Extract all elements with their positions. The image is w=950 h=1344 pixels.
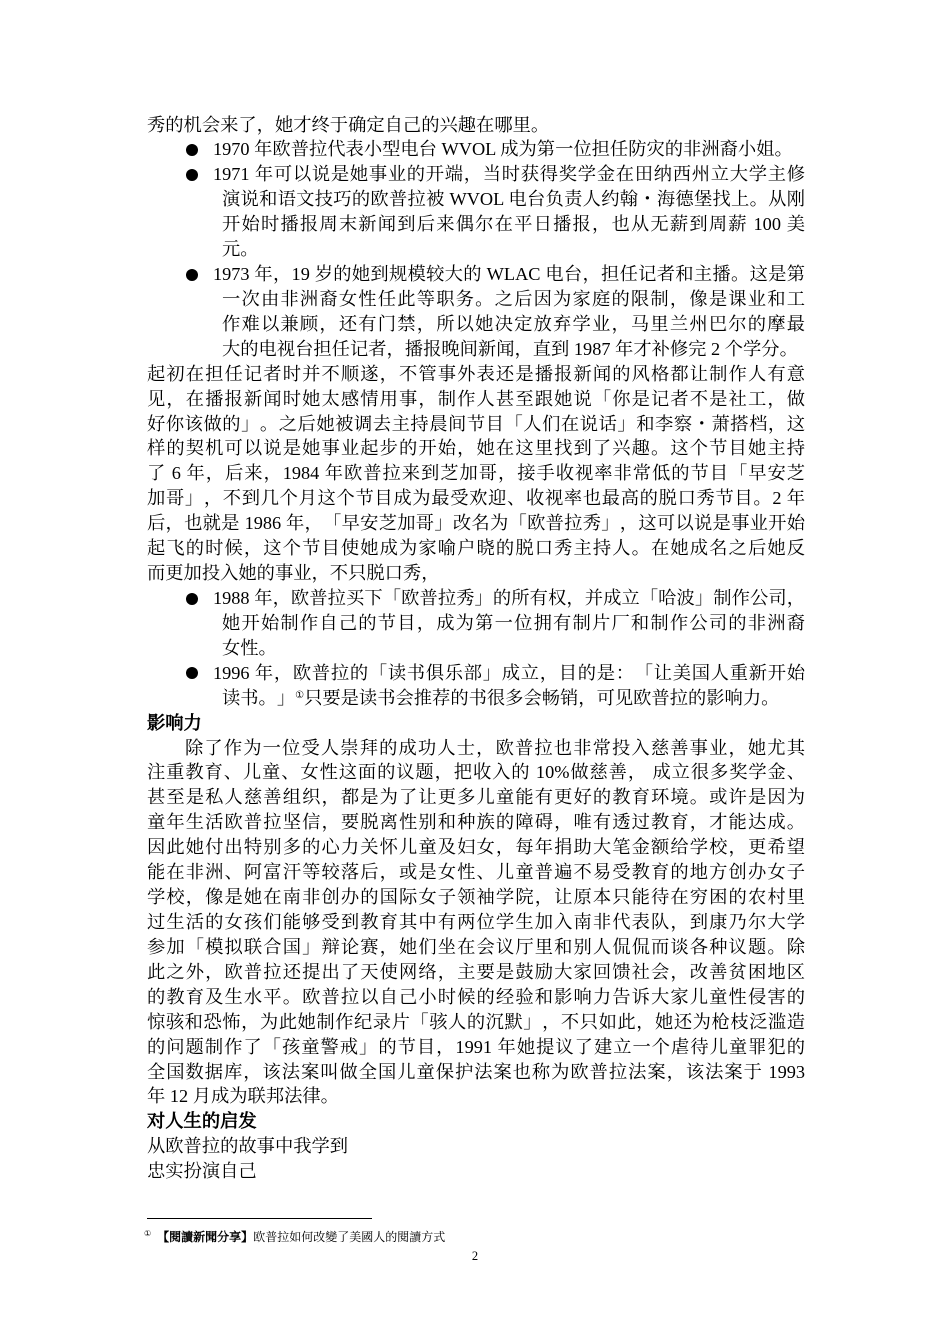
milestone-text: 读书。」 bbox=[222, 687, 296, 708]
body-line: 甚至是私人慈善组织，都是为了让更多儿童能有更好的教育环境。或许是因为 bbox=[147, 787, 805, 808]
footnote-marker: ① bbox=[144, 1229, 152, 1238]
section-heading-influence: 影响力 bbox=[147, 712, 202, 733]
body-line: 能在非洲、阿富汗等较落后，或是女性、儿童普遍不易受教育的地方创办女子 bbox=[147, 862, 805, 883]
milestone-1973 bbox=[147, 262, 805, 362]
body-line: 参加「模拟联合国」辩论赛，她们坐在会议厅里和别人侃侃而谈各种议题。除 bbox=[147, 936, 805, 957]
milestone-line: 她开始制作自己的节目，成为第一位拥有制片厂和制作公司的非洲裔 bbox=[222, 612, 805, 633]
footnote-separator bbox=[147, 1218, 372, 1219]
body-line: 见，在播报新闻时她太感情用事，制作人甚至跟她说「你是记者不是社工，做 bbox=[147, 388, 805, 409]
bullet-icon bbox=[186, 269, 198, 281]
milestone-line: 1988 年，欧普拉买下「欧普拉秀」的所有权，并成立「哈波」制作公司， bbox=[213, 588, 805, 609]
section-heading-inspiration: 对人生的启发 bbox=[147, 1111, 257, 1132]
milestone-line: 女性。 bbox=[222, 637, 277, 658]
milestone-line bbox=[222, 686, 805, 711]
body-line: 起初在担任记者时并不顺遂，不管事外表还是播报新闻的风格都让制作人有意 bbox=[147, 363, 805, 384]
milestone-line: 作难以兼顾，还有门禁，所以她决定放弃学业，马里兰州巴尔的摩最 bbox=[222, 313, 805, 334]
body-line: 年 12 月成为联邦法律。 bbox=[147, 1086, 339, 1107]
milestone-1971 bbox=[147, 162, 805, 262]
milestone-line: 元。 bbox=[222, 239, 259, 260]
body-line: 后，也就是 1986 年，「早安芝加哥」改名为「欧普拉秀」，这可以说是事业开始 bbox=[147, 513, 805, 534]
milestone-line: 一次由非洲裔女性任此等职务。之后因为家庭的限制，像是课业和工 bbox=[222, 288, 805, 309]
body-line: 样的契机可以说是她事业起步的开始，她在这里找到了兴趣。这个节目她主持 bbox=[147, 438, 805, 459]
body-line: 学校，像是她在南非创办的国际女子领袖学院，让原本只能待在穷困的农村里 bbox=[147, 887, 805, 908]
body-line: 童年生活欧普拉坚信，要脱离性别和种族的障碍，唯有透过教育，才能达成。 bbox=[147, 812, 805, 833]
milestone-line: 1971 年可以说是她事业的开端，当时获得奖学金在田纳西州立大学主修 bbox=[213, 164, 805, 185]
bullet-icon bbox=[186, 593, 198, 605]
bullet-icon bbox=[186, 144, 198, 156]
footnote bbox=[144, 1229, 445, 1245]
body-line: 忠实扮演自己 bbox=[147, 1161, 257, 1182]
milestone-line: 1970 年欧普拉代表小型电台 WVOL 成为第一位担任防灾的非洲裔小姐。 bbox=[213, 139, 793, 160]
milestone-line: 开始时播报周末新闻到后来偶尔在平日播报，也从无薪到周薪 100 美 bbox=[222, 214, 805, 235]
body-line: 从欧普拉的故事中我学到 bbox=[147, 1136, 349, 1157]
body-line: 因此她付出特别多的心力关怀儿童及妇女，每年捐助大笔金额给学校，更希望 bbox=[147, 837, 805, 858]
body-line: 全国数据库，该法案叫做全国儿童保护法案也称为欧普拉法案，该法案于 1993 bbox=[147, 1061, 805, 1082]
footnote-title: 欧普拉如何改變了美國人的閱讀方式 bbox=[253, 1230, 446, 1244]
milestone-line: 大的电视台担任记者，播报晚间新闻，直到 1987 年才补修完 2 个学分。 bbox=[222, 338, 798, 359]
body-line: 此之外，欧普拉还提出了天使网络，主要是鼓励大家回馈社会，改善贫困地区 bbox=[147, 961, 805, 982]
milestone-line: 1973 年，19 岁的她到规模较大的 WLAC 电台，担任记者和主播。这是第 bbox=[213, 264, 805, 285]
body-line: 除了作为一位受人崇拜的成功人士，欧普拉也非常投入慈善事业，她尤其 bbox=[185, 737, 805, 758]
milestone-text: 只要是读书会推荐的书很多会畅销，可见欧普拉的影响力。 bbox=[304, 687, 780, 708]
body-line: 注重教育、儿童、女性这面的议题，把收入的 10%做慈善， 成立很多奖学金、 bbox=[147, 762, 805, 783]
bullet-icon bbox=[186, 667, 198, 679]
milestone-1996 bbox=[147, 661, 805, 711]
body-line: 的教育及生水平。欧普拉以自己小时候的经验和影响力告诉大家儿童性侵害的 bbox=[147, 986, 805, 1007]
body-line: 而更加投入她的事业，不只脱口秀， bbox=[147, 563, 440, 584]
body-line: 起飞的时候，这个节目使她成为家喻户晓的脱口秀主持人。在她成名之后她反 bbox=[147, 538, 805, 559]
milestone-line: 演说和语文技巧的欧普拉被 WVOL 电台负责人约翰・海德堡找上。从刚 bbox=[222, 189, 805, 210]
bullet-icon bbox=[186, 169, 198, 181]
milestone-line: 1996 年，欧普拉的「读书俱乐部」成立，目的是：「让美国人重新开始 bbox=[213, 662, 805, 683]
footnote-source: 【閱讀新聞分享】 bbox=[157, 1230, 254, 1244]
influence-paragraph bbox=[147, 736, 805, 1110]
continued-text: 秀的机会来了，她才终于确定自己的兴趣在哪里。 bbox=[147, 114, 550, 135]
body-line: 加哥」，不到几个月这个节目成为最受欢迎、收视率也最高的脱口秀节目。2 年 bbox=[147, 488, 805, 509]
page-body bbox=[147, 113, 805, 1185]
body-line: 过生活的女孩们能够受到教育其中有两位学生加入南非代表队，到康乃尔大学 bbox=[147, 912, 805, 932]
body-line: 的问题制作了「孩童警戒」的节目，1991 年她提议了建立一个虐待儿童罪犯的 bbox=[147, 1036, 805, 1057]
milestone-1988 bbox=[147, 586, 805, 661]
body-line: 了 6 年，后来，1984 年欧普拉来到芝加哥，接手收视率非常低的节目「早安芝 bbox=[147, 463, 805, 484]
footnote-ref: ① bbox=[295, 689, 305, 701]
career-paragraph bbox=[147, 362, 805, 586]
body-line: 好你该做的」。之后她被调去主持晨间节目「人们在说话」和李察・萧搭档，这 bbox=[147, 413, 805, 434]
page-number: 2 bbox=[471, 1249, 479, 1263]
milestone-1970 bbox=[147, 137, 805, 162]
body-line: 惊骇和恐怖，为此她制作纪录片「骇人的沉默」，不只如此，她还为枪枝泛滥造 bbox=[147, 1011, 805, 1032]
